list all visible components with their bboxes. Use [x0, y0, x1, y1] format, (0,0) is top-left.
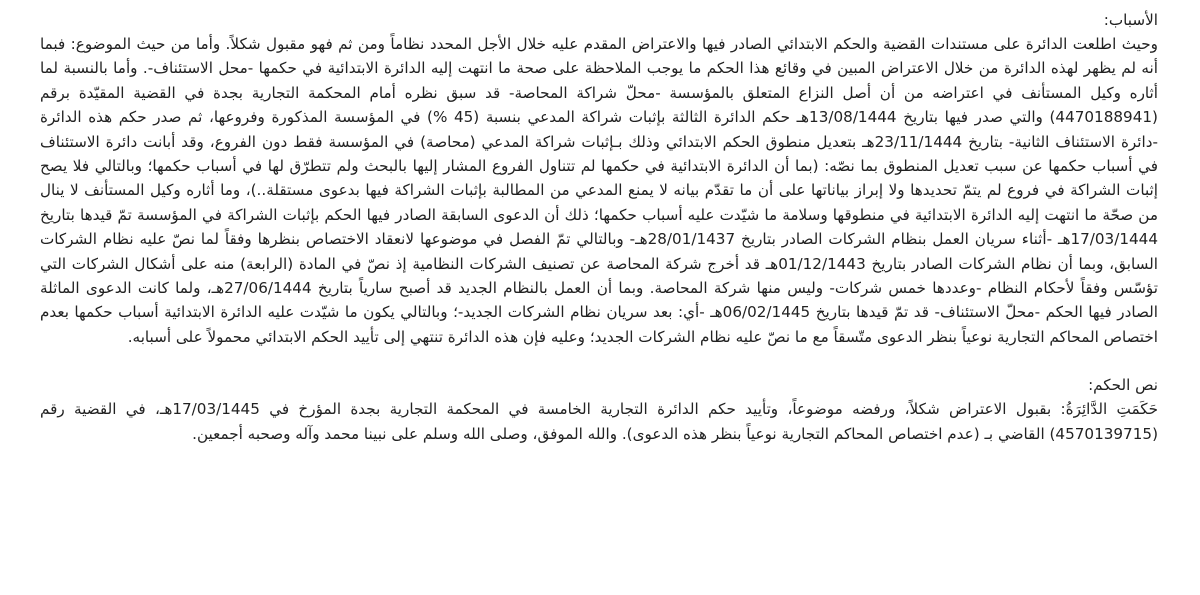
judgment-document — [40, 8, 1158, 446]
reasons-paragraph: وحيث اطلعت الدائرة على مستندات القضية والحكم الابتدائي الصادر فيها والاعتراض المقدم عليه خلال الأجل المحدد نظاماً ومن ثم فهو مقبول شكلاً. وأما من حيث الموضوع: فبما أنه لم يظهر لهذه الدائرة من خلال الاعتراض المبين في وقائع هذا الحكم ما يوجب الملاحظة على صحة ما انتهت إليه الدائرة الابتدائية في حكمها -محل الاستئناف-. وأما بالنسبة لما أثاره وكيل المستأنف في اعتراضه من أن أصل النزاع المتعلق بالمؤسسة -محلّ شراكة المحاصة- قد سبق نظره أمام المحكمة التجارية بجدة في القضية المقيّدة برقم (4470188941) والتي صدر فيها بتاريخ 13/08/1444هـ حكم الدائرة الثالثة بإثبات شراكة المدعي بنسبة (45 %) في المؤسسة المذكورة وفروعها، ثم صدر حكم هذه الدائرة -دائرة الاستئناف الثانية- بتاريخ 23/11/1444هـ بتعديل منطوق الحكم الابتدائي وذلك بـإثبات شراكة المدعي (محاصة) في المؤسسة فقط دون الفروع، وقد أبانت دائرة الاستئناف في أسباب حكمها عن سبب تعديل المنطوق بما نصّه: (بما أن الدائرة الابتدائية في حكمها لم تتناول الفروع المشار إليها بالبحث ولم تتطرّق لها في أسباب حكمها؛ وبالتالي فلا يصح إثبات الشراكة في فروع لم يتمّ تحديدها ولا إبراز بياناتها على أن ما تقدّم بيانه لا يمنع المدعي من المطالبة بإثبات الشراكة فيها بدعوى مستقلة..)، وما أثاره وكيل المستأنف لا ينال من صحّة ما انتهت إليه الدائرة الابتدائية في منطوقها وسلامة ما شيّدت عليه أسباب حكمها؛ ذلك أن الدعوى السابقة الصادر فيها الحكم بإثبات الشراكة في المؤسسة تمّ قيدها بتاريخ 17/03/1444هـ -أثناء سريان العمل بنظام الشركات الصادر بتاريخ 28/01/1437هـ- وبالتالي تمّ الفصل في موضوعها لانعقاد الاختصاص بنظرها وفقاً لما نصّ عليه نظام الشركات السابق، وبما أن نظام الشركات الصادر بتاريخ 01/12/1443هـ قد أخرج شركة المحاصة عن تصنيف الشركات النظامية إذ نصّ في المادة (الرابعة) منه على أشكال الشركات التي تؤسّس وفقاً لأحكام النظام -وعددها خمس شركات- وليس منها شركة المحاصة. وبما أن العمل بالنظام الجديد قد أصبح سارياً بتاريخ 27/06/1444هـ، ولما كانت الدعوى الماثلة الصادر فيها الحكم -محلّ الاستئناف- قد تمّ قيدها بتاريخ 06/02/1445هـ -أي: بعد سريان نظام الشركات الجديد-؛ وبالتالي يكون ما شيّدت عليه الدائرة الابتدائية أسباب حكمها بعدم اختصاص المحاكم التجارية نوعياً بنظر الدعوى متّسقاً مع ما نصّ عليه نظام الشركات الجديد؛ وعليه فإن هذه الدائرة تنتهي إلى تأييد الحكم الابتدائي محمولاً على أسبابه. — [40, 35, 1159, 346]
reasons-section — [40, 8, 1158, 349]
ruling-heading: نص الحكم: — [1088, 376, 1158, 395]
section-spacer — [40, 349, 1158, 373]
ruling-section — [40, 373, 1158, 446]
reasons-heading: الأسباب: — [1103, 11, 1158, 29]
ruling-paragraph: حَكَمَتِ الدَّائِرَةُ: بقبول الاعتراض شكلاً، ورفضه موضوعاً، وتأييد حكم الدائرة التجارية الخامسة في المحكمة التجارية بجدة المؤرخ في 17/03/1445هـ، في القضية رقم (4570139715) القاضي بـ (عدم اختصاص المحاكم التجارية نوعياً بنظر هذه الدعوى). والله الموفق، وصلى الله وسلم على نبينا محمد وآله وصحبه أجمعين. — [40, 400, 1159, 443]
